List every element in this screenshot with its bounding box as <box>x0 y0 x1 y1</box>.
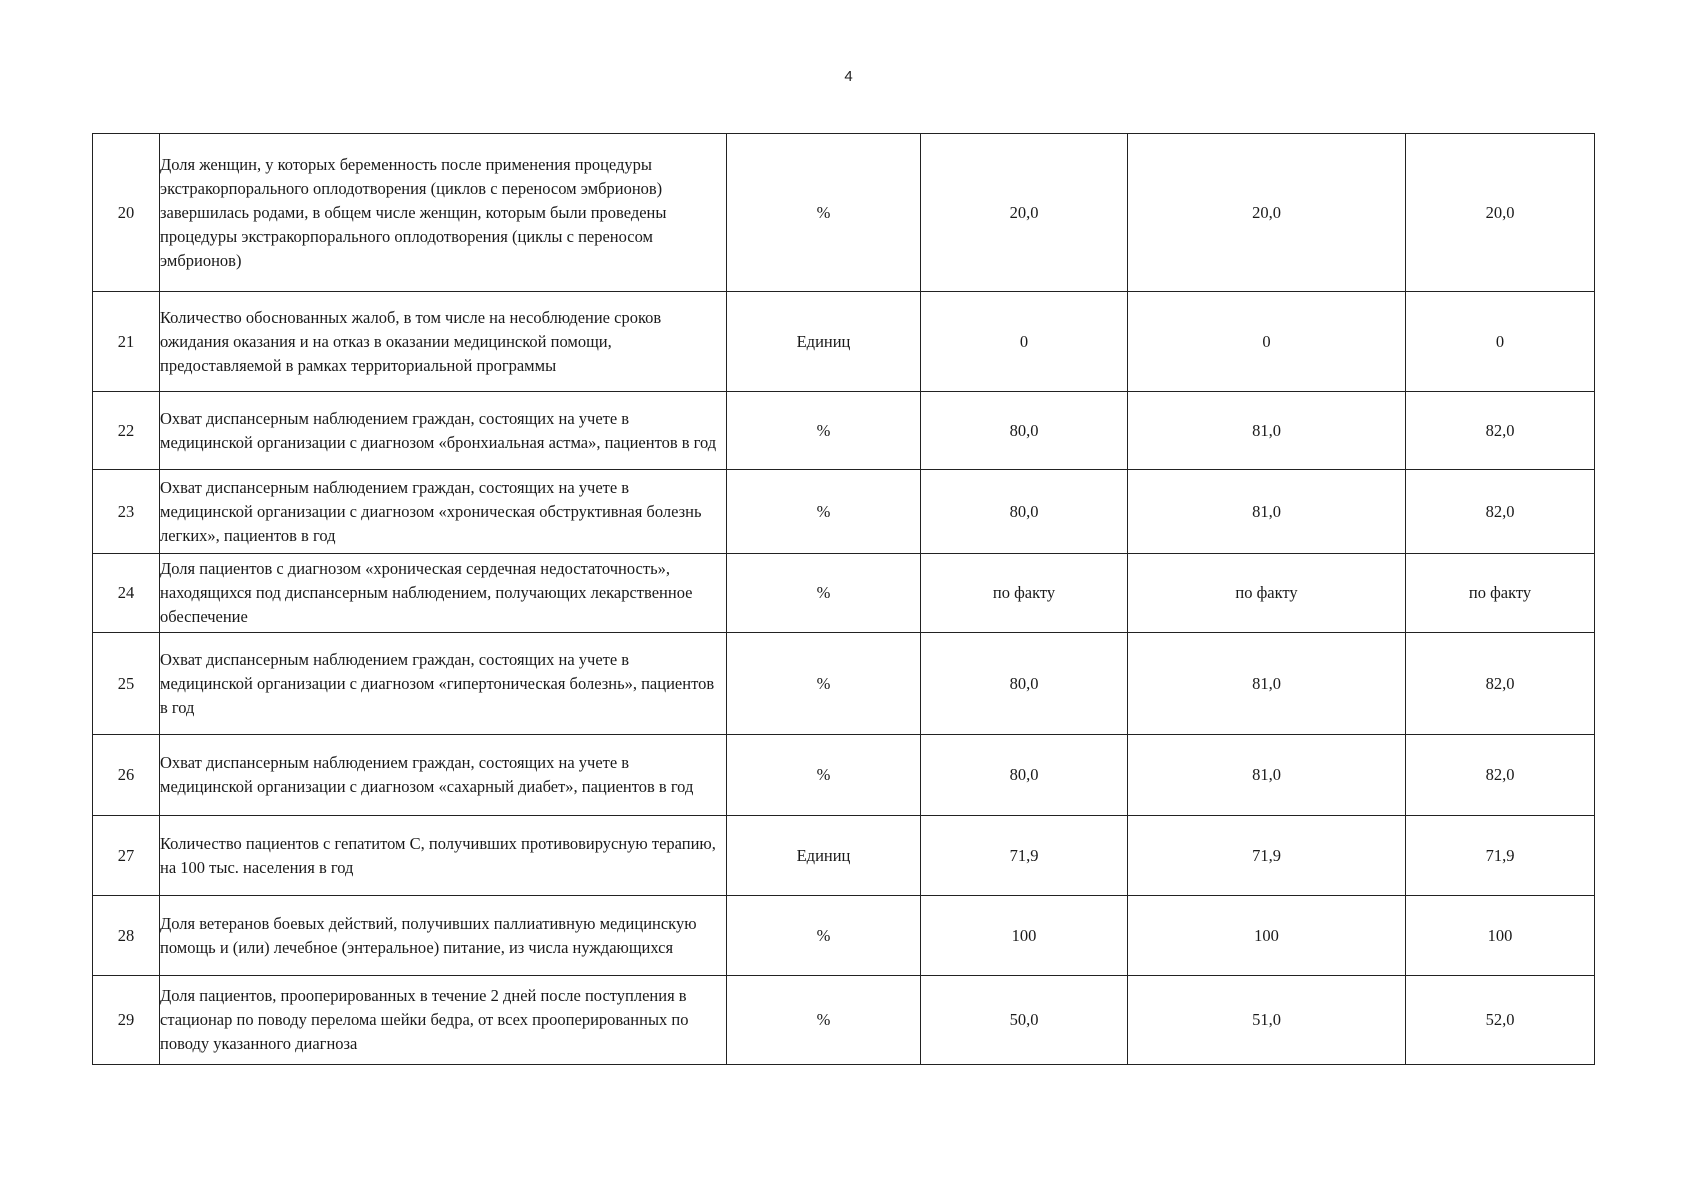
value-cell-2: 100 <box>1128 896 1406 976</box>
row-number: 20 <box>93 134 160 292</box>
row-number: 24 <box>93 554 160 633</box>
value-cell-1: 80,0 <box>921 735 1128 816</box>
value-cell-1: 80,0 <box>921 633 1128 735</box>
unit-cell: Единиц <box>727 292 921 392</box>
value-cell-2: 81,0 <box>1128 470 1406 554</box>
value-cell-1: 0 <box>921 292 1128 392</box>
value-cell-1: 50,0 <box>921 976 1128 1065</box>
value-cell-2: 81,0 <box>1128 392 1406 470</box>
indicator-name: Охват диспансерным наблюдением граждан, состоящих на учете в медицинской организации с диагнозом «сахарный диабет», пациентов в год <box>160 735 727 816</box>
value-cell-3: 82,0 <box>1406 470 1595 554</box>
table-row <box>93 134 1595 292</box>
indicator-name: Доля пациентов, прооперированных в течение 2 дней после поступления в стационар по поводу перелома шейки бедра, от всех прооперированных по поводу указанного диагноза <box>160 976 727 1065</box>
row-number: 22 <box>93 392 160 470</box>
row-number: 23 <box>93 470 160 554</box>
indicator-name: Количество обоснованных жалоб, в том числе на несоблюдение сроков ожидания оказания и на отказ в оказании медицинской помощи, предоставляемой в рамках территориальной программы <box>160 292 727 392</box>
indicator-name: Доля ветеранов боевых действий, получивших паллиативную медицинскую помощь и (или) лечебное (энтеральное) питание, из числа нуждающихся <box>160 896 727 976</box>
value-cell-3: 20,0 <box>1406 134 1595 292</box>
table-row <box>93 816 1595 896</box>
value-cell-3: 82,0 <box>1406 633 1595 735</box>
table-row <box>93 470 1595 554</box>
value-cell-3: 0 <box>1406 292 1595 392</box>
indicator-name: Охват диспансерным наблюдением граждан, состоящих на учете в медицинской организации с диагнозом «бронхиальная астма», пациентов в год <box>160 392 727 470</box>
table-row <box>93 896 1595 976</box>
value-cell-2: 81,0 <box>1128 633 1406 735</box>
value-cell-1: 71,9 <box>921 816 1128 896</box>
unit-cell: % <box>727 134 921 292</box>
unit-cell: % <box>727 554 921 633</box>
table-row <box>93 633 1595 735</box>
unit-cell: Единиц <box>727 816 921 896</box>
value-cell-2: 51,0 <box>1128 976 1406 1065</box>
row-number: 21 <box>93 292 160 392</box>
table-row <box>93 554 1595 633</box>
value-cell-2: по факту <box>1128 554 1406 633</box>
value-cell-1: по факту <box>921 554 1128 633</box>
row-number: 27 <box>93 816 160 896</box>
indicator-name: Доля пациентов с диагнозом «хроническая сердечная недостаточность», находящихся под диспансерным наблюдением, получающих лекарственное обеспечение <box>160 554 727 633</box>
table-row <box>93 392 1595 470</box>
page-number: 4 <box>844 68 853 85</box>
indicator-name: Охват диспансерным наблюдением граждан, состоящих на учете в медицинской организации с диагнозом «хроническая обструктивная болезнь легких», пациентов в год <box>160 470 727 554</box>
table-row <box>93 976 1595 1065</box>
value-cell-2: 0 <box>1128 292 1406 392</box>
value-cell-1: 80,0 <box>921 470 1128 554</box>
unit-cell: % <box>727 976 921 1065</box>
value-cell-3: 82,0 <box>1406 735 1595 816</box>
table-row <box>93 292 1595 392</box>
value-cell-2: 20,0 <box>1128 134 1406 292</box>
value-cell-1: 100 <box>921 896 1128 976</box>
indicator-name: Количество пациентов с гепатитом С, получивших противовирусную терапию, на 100 тыс. населения в год <box>160 816 727 896</box>
row-number: 25 <box>93 633 160 735</box>
value-cell-3: по факту <box>1406 554 1595 633</box>
value-cell-1: 20,0 <box>921 134 1128 292</box>
table-row <box>93 735 1595 816</box>
row-number: 26 <box>93 735 160 816</box>
row-number: 28 <box>93 896 160 976</box>
unit-cell: % <box>727 392 921 470</box>
indicators-table <box>92 133 1595 1065</box>
value-cell-3: 52,0 <box>1406 976 1595 1065</box>
value-cell-2: 71,9 <box>1128 816 1406 896</box>
unit-cell: % <box>727 470 921 554</box>
value-cell-3: 100 <box>1406 896 1595 976</box>
value-cell-2: 81,0 <box>1128 735 1406 816</box>
unit-cell: % <box>727 896 921 976</box>
unit-cell: % <box>727 735 921 816</box>
value-cell-1: 80,0 <box>921 392 1128 470</box>
indicator-name: Охват диспансерным наблюдением граждан, состоящих на учете в медицинской организации с диагнозом «гипертоническая болезнь», пациентов в год <box>160 633 727 735</box>
value-cell-3: 82,0 <box>1406 392 1595 470</box>
value-cell-3: 71,9 <box>1406 816 1595 896</box>
row-number: 29 <box>93 976 160 1065</box>
indicator-name: Доля женщин, у которых беременность после применения процедуры экстракорпорального оплодотворения (циклов с переносом эмбрионов) завершилась родами, в общем числе женщин, которым были проведены процедуры экстракорпорального оплодотворения (циклы с переносом эмбрионов) <box>160 134 727 292</box>
unit-cell: % <box>727 633 921 735</box>
